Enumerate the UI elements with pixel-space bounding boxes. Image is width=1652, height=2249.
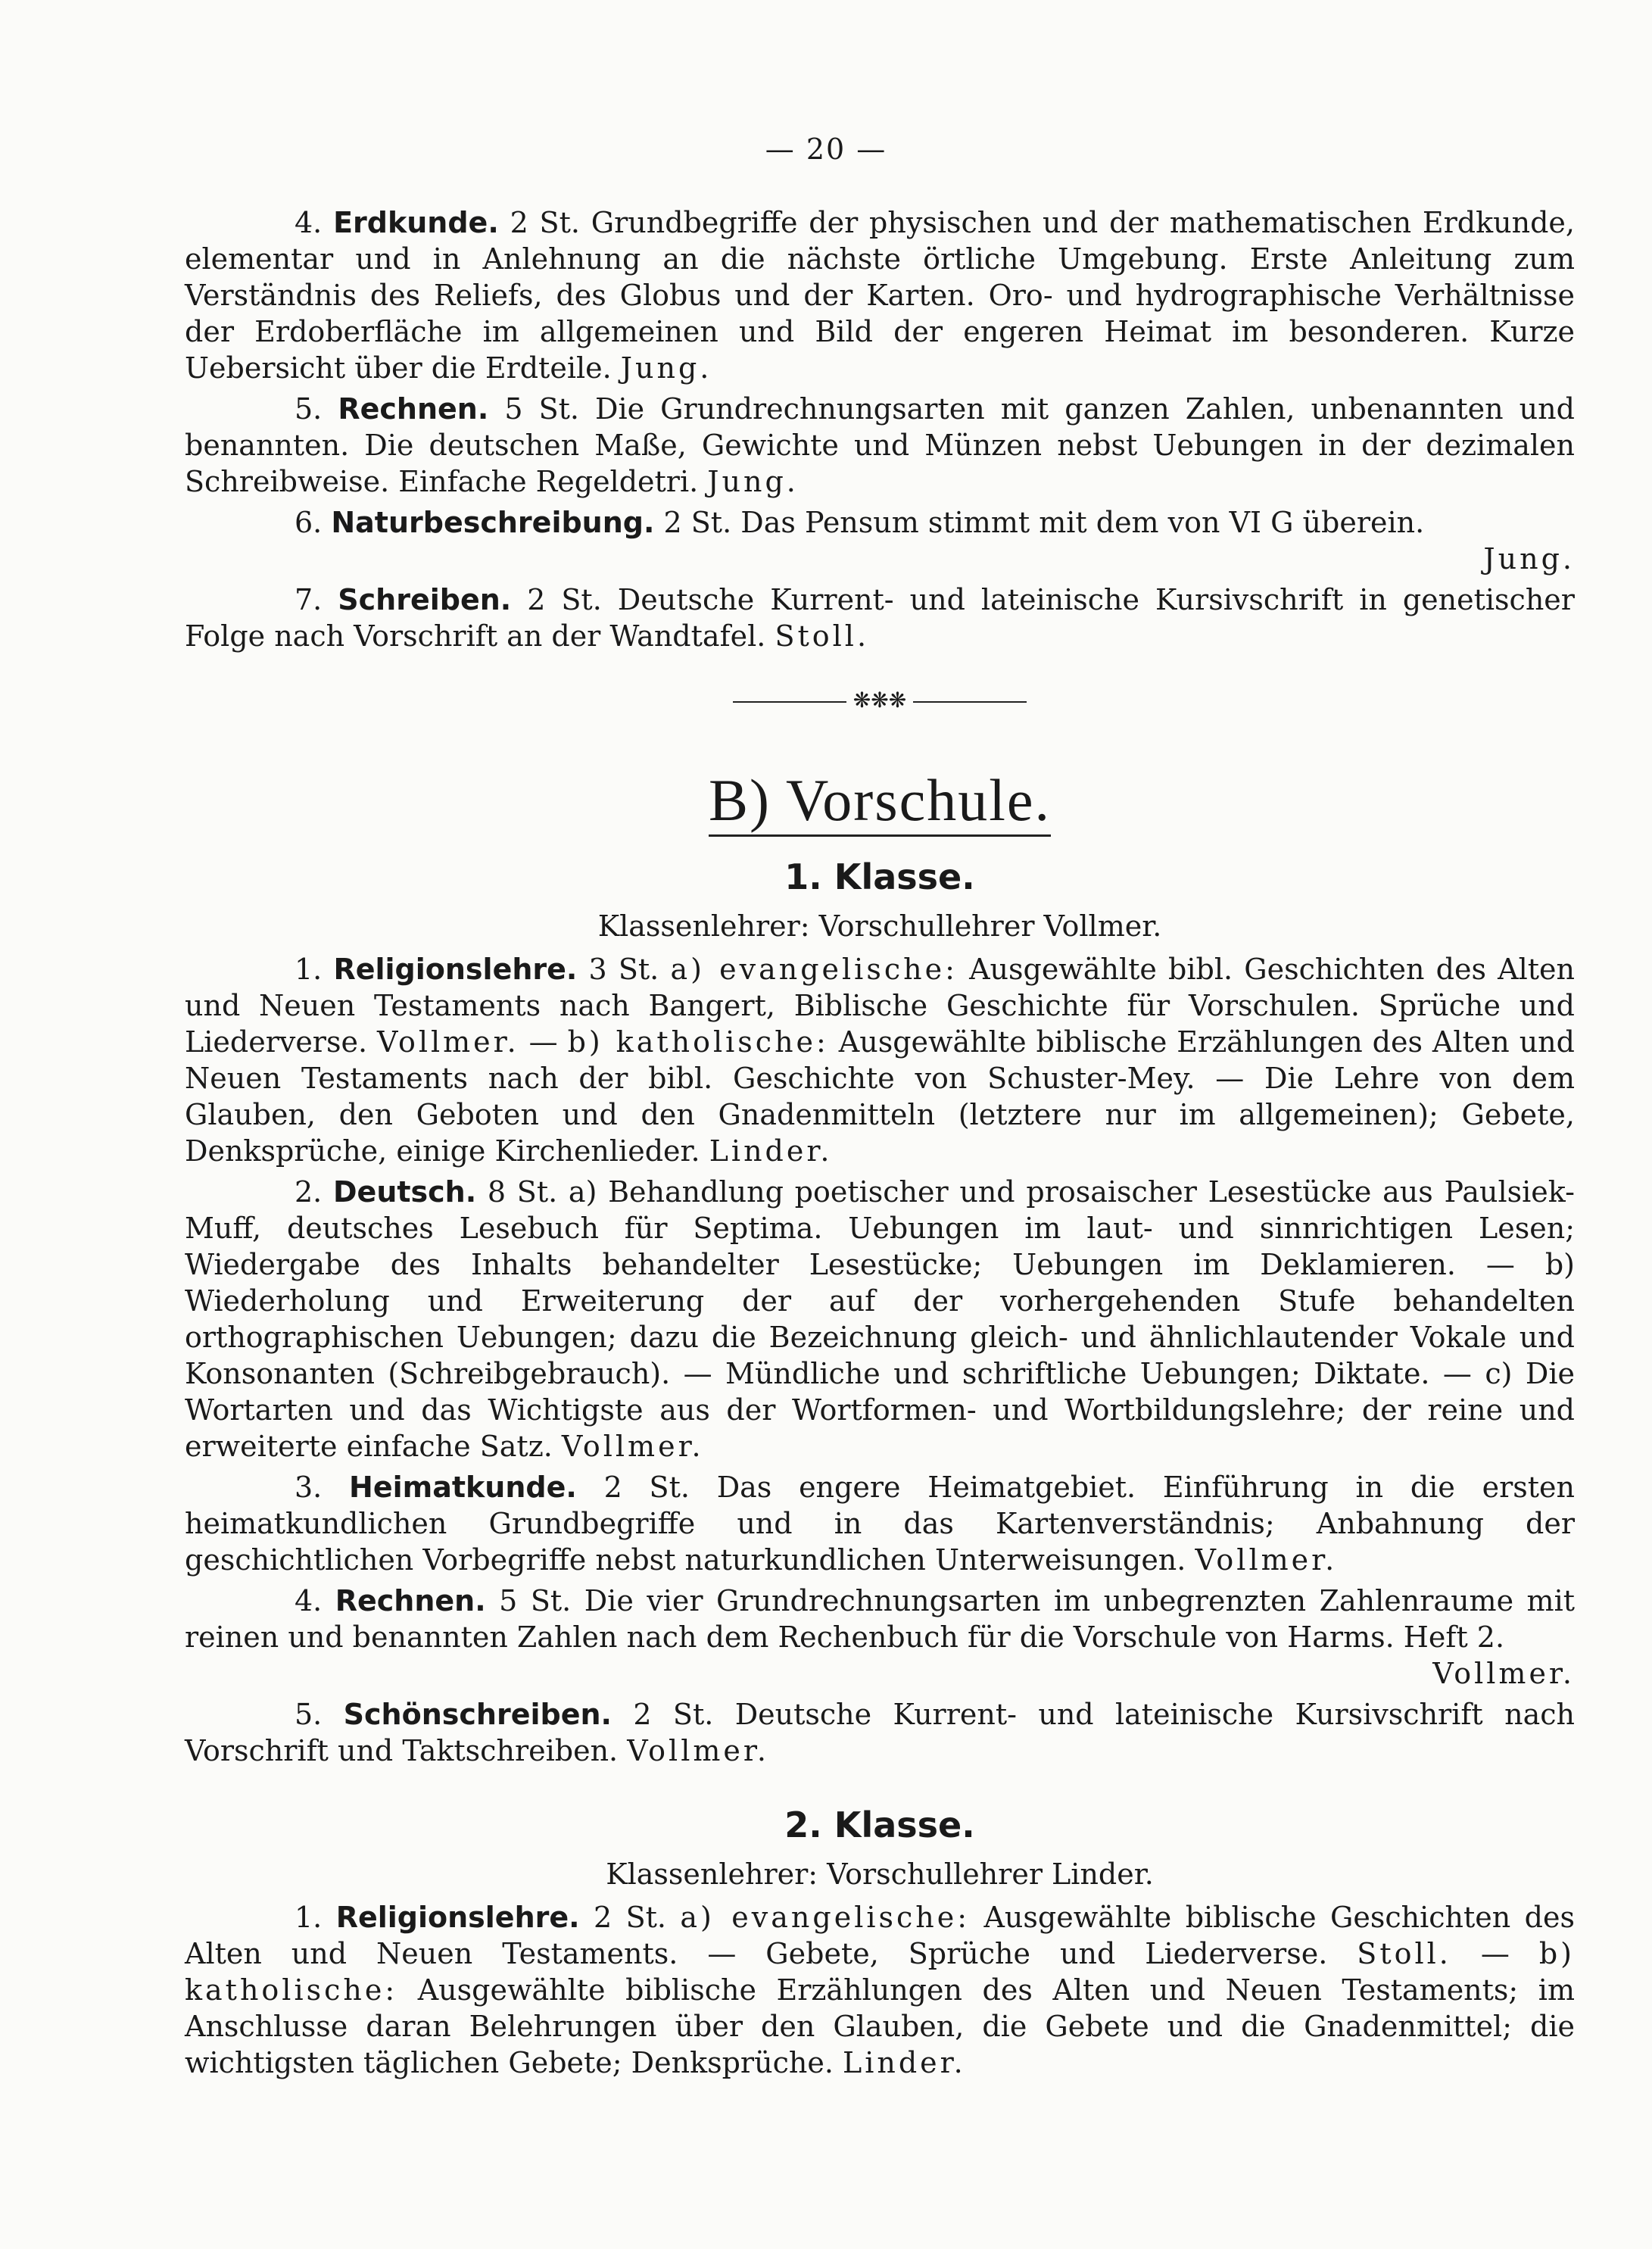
item-text: Die Grundrechnungsarten mit ganzen Zahlen, unbenannten und benannten. Die deutschen Maße, Gewichte und Münzen nebst Uebungen in der dezimalen Schreibweise. Einfache Regeldetri. bbox=[185, 392, 1575, 498]
item-text: Das engere Heimatgebiet. Einführung in die ersten heimatkundlichen Grundbegriffe und in das Kartenverständnis; Anbahnung der geschichtlichen Vorbegriffe nebst naturkundlichen Unterweisungen. bbox=[185, 1471, 1575, 1577]
ornament-icon: ❋❋❋ bbox=[852, 688, 907, 713]
class-1-deutsch bbox=[185, 1174, 1575, 1465]
item-hours: 5 St. bbox=[504, 392, 579, 426]
item-heading: Naturbeschreibung. bbox=[331, 506, 655, 539]
item-hours: 2 St. bbox=[510, 206, 580, 239]
class-1-schoenschreiben bbox=[185, 1696, 1575, 1769]
item-heading: Rechnen. bbox=[335, 1584, 486, 1617]
item-teacher: Stoll. bbox=[775, 619, 870, 653]
item-hours: 5 St. bbox=[499, 1584, 572, 1617]
class-2-teacher-line: Klassenlehrer: Vorschullehrer Linder. bbox=[606, 1858, 1154, 1891]
item-text-a: Ausgewählte biblische Geschichten des Alten und Neuen Testaments. — Gebete, Sprüche und Liederverse. bbox=[185, 1901, 1575, 1970]
item-number: 4. bbox=[295, 1584, 323, 1617]
item-text: Grundbegriffe der physischen und der mathematischen Erdkunde, elementar und in Anlehnung an die nächste örtliche Umgebung. Erste Anleitung zum Verständnis des Reliefs, des Globus und der Karten. Oro- und hydrographische Verhältnisse der Erdoberfläche im allgemeinen und Bild der engeren Heimat im besonderen. Kurze Uebersicht über die Erdteile. bbox=[185, 206, 1575, 385]
item-heading: Religionslehre. bbox=[333, 953, 578, 986]
class-1-heimatkunde bbox=[185, 1469, 1575, 1578]
item-text: Deutsche Kurrent- und lateinische Kursivschrift in genetischer Folge nach Vorschrift an der Wandtafel. bbox=[185, 583, 1575, 653]
item-heading: Deutsch. bbox=[333, 1175, 477, 1209]
item-teacher-b: Linder. bbox=[709, 1134, 833, 1168]
item-heading: Schreiben. bbox=[338, 583, 512, 616]
item-text: Die vier Grundrechnungsarten im unbegrenzten Zahlenraume mit reinen und benannten Zahlen nach dem Rechenbuch für die Vorschule von Harms. Heft 2. bbox=[185, 1584, 1575, 1654]
item-number: 7. bbox=[295, 583, 323, 616]
section-title-text: B) Vorschule. bbox=[709, 767, 1051, 837]
item-number: 3. bbox=[295, 1471, 323, 1504]
spacer bbox=[185, 1773, 1575, 1795]
page-body bbox=[185, 204, 1575, 2085]
item-teacher: Vollmer. bbox=[1432, 1657, 1575, 1690]
item-teacher: Jung. bbox=[620, 351, 712, 385]
item-number: 1. bbox=[295, 1901, 323, 1934]
item-heading: Religionslehre. bbox=[335, 1901, 580, 1934]
divider-line-left bbox=[733, 701, 846, 703]
section-title bbox=[185, 766, 1575, 834]
item-text-b: Ausgewählte biblische Erzählungen des Alten und Neuen Testaments nach der bibl. Geschichte von Schuster-Mey. — Die Lehre von dem Glauben, den Geboten und den Gnadenmitteln (letztere nur im allgemeinen); Gebete, Denksprüche, einige Kirchenlieder. bbox=[185, 1025, 1575, 1168]
item-dash: — bbox=[1480, 1937, 1510, 1970]
item-naturbeschreibung bbox=[185, 504, 1575, 541]
item-hours: 2 St. bbox=[633, 1698, 714, 1731]
ornamental-divider bbox=[185, 689, 1575, 712]
item-number: 5. bbox=[295, 392, 323, 426]
item-hours: 8 St. bbox=[487, 1175, 558, 1209]
item-erdkunde bbox=[185, 204, 1575, 386]
item-heading: Heimatkunde. bbox=[349, 1471, 577, 1504]
item-dash: — bbox=[528, 1025, 558, 1059]
item-number: 2. bbox=[295, 1175, 323, 1209]
item-teacher: Vollmer. bbox=[1195, 1543, 1338, 1577]
item-heading: Schönschreiben. bbox=[343, 1698, 612, 1731]
class-1-teacher-line: Klassenlehrer: Vorschullehrer Vollmer. bbox=[597, 909, 1162, 943]
item-naturbeschreibung-teacher-line bbox=[185, 541, 1575, 577]
item-text: Das Pensum stimmt mit dem von VI G überein. bbox=[740, 506, 1425, 539]
item-number: 1. bbox=[295, 953, 323, 986]
class-1-rechnen bbox=[185, 1583, 1575, 1655]
item-teacher: Jung. bbox=[1483, 542, 1575, 576]
item-label-b: b) katholische: bbox=[185, 1937, 1575, 2007]
item-number: 6. bbox=[295, 506, 323, 539]
item-schreiben bbox=[185, 582, 1575, 654]
item-heading: Erdkunde. bbox=[333, 206, 499, 239]
item-hours: 2 St. bbox=[603, 1471, 690, 1504]
item-hours: 3 St. bbox=[588, 953, 659, 986]
item-text-a: Ausgewählte bibl. Geschichten des Alten und Neuen Testaments nach Bangert, Biblische Geschichte für Vorschulen. Sprüche und Liederverse. bbox=[185, 953, 1576, 1059]
item-text: Deutsche Kurrent- und lateinische Kursivschrift nach Vorschrift und Taktschreiben. bbox=[185, 1698, 1575, 1767]
class-2-title: 2. Klasse. bbox=[784, 1805, 975, 1845]
item-label-b: b) katholische: bbox=[567, 1025, 829, 1059]
item-teacher: Vollmer. bbox=[627, 1734, 769, 1767]
page-number: — 20 — bbox=[765, 133, 887, 166]
item-heading: Rechnen. bbox=[338, 392, 489, 426]
item-rechnen bbox=[185, 391, 1575, 500]
item-hours: 2 St. bbox=[594, 1901, 666, 1934]
class-1-rechnen-teacher-line bbox=[185, 1655, 1575, 1692]
class-2-religion bbox=[185, 1899, 1575, 2081]
class-1-title: 1. Klasse. bbox=[784, 856, 975, 897]
item-text-b: Ausgewählte biblische Erzählungen des Alten und Neuen Testaments; im Anschlusse daran Belehrungen über den Glauben, die Gebete und die Gnadenmittel; die wichtigsten täglichen Gebete; Denksprüche. bbox=[185, 1973, 1575, 2079]
item-teacher-a: Stoll. bbox=[1357, 1937, 1451, 1970]
divider-line-right bbox=[913, 701, 1027, 703]
item-teacher-b: Linder. bbox=[843, 2046, 966, 2079]
item-number: 5. bbox=[295, 1698, 323, 1731]
item-text: a) Behandlung poetischer und prosaischer Lesestücke aus Paulsiek-Muff, deutsches Lesebuch für Septima. Uebungen im laut- und sinnrichtigen Lesen; Wiedergabe des Inhalts behandelter Lesestücke; Uebungen im Deklamieren. — b) Wiederholung und Erweiterung der auf der vorhergehenden Stufe behandelten orthographischen Uebungen; dazu die Bezeichnung gleich- und ähnlichlautender Vokale und Konsonanten (Schreibgebrauch). — Mündliche und schriftliche Uebungen; Diktate. — c) Die Wortarten und das Wichtigste aus der Wortformen- und Wortbildungslehre; der reine und erweiterte einfache Satz. bbox=[185, 1175, 1575, 1463]
item-label-a: a) evangelische: bbox=[670, 953, 958, 986]
item-teacher-a: Vollmer. bbox=[376, 1025, 519, 1059]
class-1-religion bbox=[185, 951, 1575, 1169]
item-teacher: Jung. bbox=[707, 465, 799, 498]
item-teacher: Vollmer. bbox=[561, 1430, 704, 1463]
item-number: 4. bbox=[295, 206, 323, 239]
item-label-a: a) evangelische: bbox=[680, 1901, 971, 1934]
item-hours: 2 St. bbox=[663, 506, 732, 539]
item-hours: 2 St. bbox=[527, 583, 602, 616]
